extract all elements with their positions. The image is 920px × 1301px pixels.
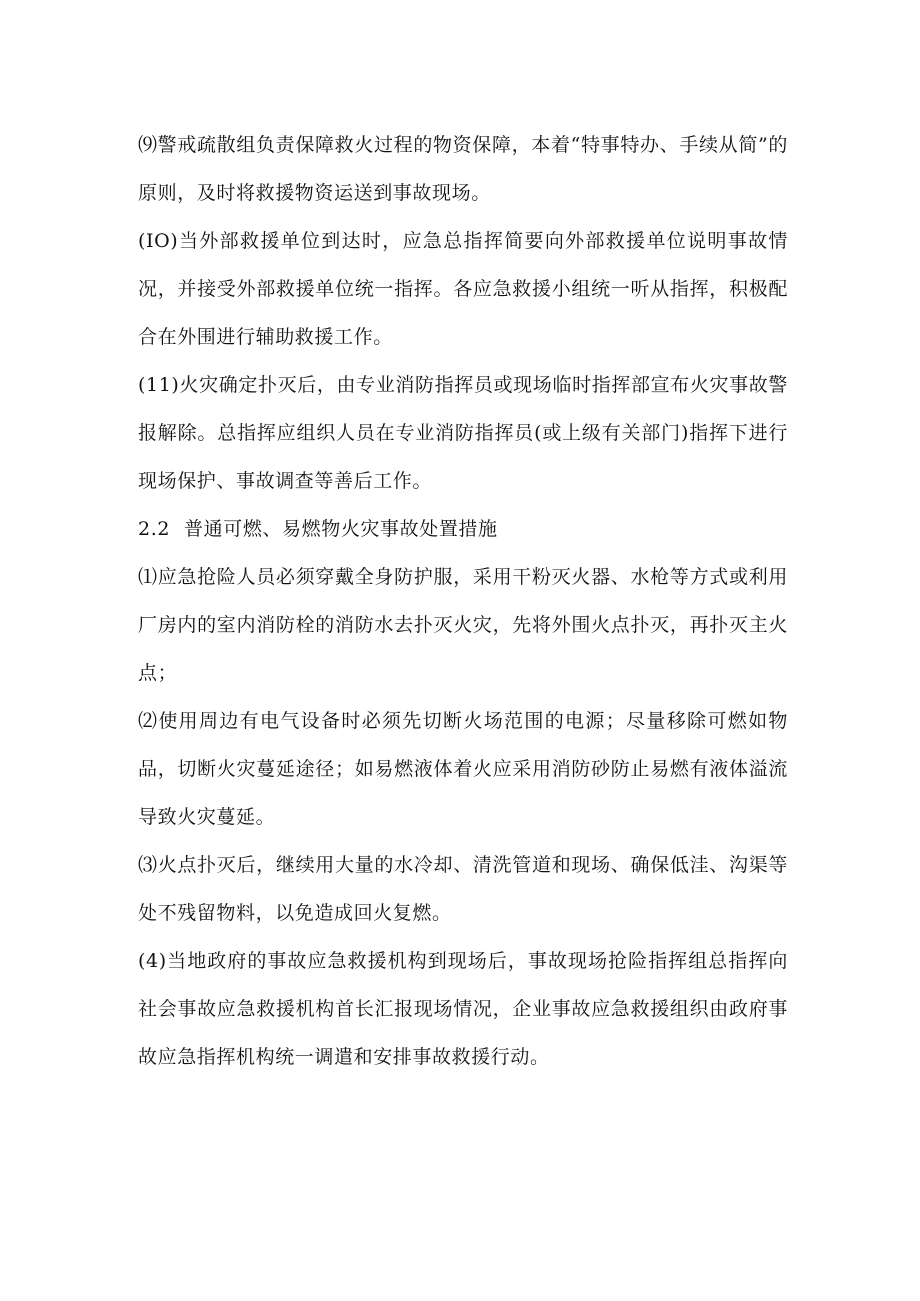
paragraph-item-9: ⑼警戒疏散组负责保障救火过程的物资保障，本着“特事特办、手续从简”的原则，及时将救援物资运送到事故现场。 xyxy=(138,134,788,204)
measure-item-3: ⑶火点扑灭后，继续用大量的水冷却、清洗管道和现场、确保低洼、沟渠等处不残留物料，以免造成回火复燃。 xyxy=(138,854,788,924)
paragraph-item-11: (11)火灾确定扑灭后，由专业消防指挥员或现场临时指挥部宣布火灾事故警报解除。总指挥应组织人员在专业消防指挥员(或上级有关部门)指挥下进行现场保护、事故调查等善后工作。 xyxy=(138,374,788,492)
measure-item-1: ⑴应急抢险人员必须穿戴全身防护服，采用干粉灭火器、水枪等方式或利用厂房内的室内消防栓的消防水去扑灭火灾，先将外围火点扑灭，再扑灭主火点； xyxy=(138,566,788,684)
section-number: 2.2 xyxy=(138,518,171,540)
measure-item-2: ⑵使用周边有电气设备时必须先切断火场范围的电源；尽量移除可燃如物品，切断火灾蔓延途径；如易燃液体着火应采用消防砂防止易燃有液体溢流导致火灾蔓延。 xyxy=(138,710,788,828)
document-body xyxy=(138,121,788,1081)
measure-item-4: (4)当地政府的事故应急救援机构到现场后，事故现场抢险指挥组总指挥向社会事故应急救援机构首长汇报现场情况，企业事故应急救援组织由政府事故应急指挥机构统一调遣和安排事故救援行动。 xyxy=(138,950,788,1068)
section-title: 普通可燃、易燃物火灾事故处置措施 xyxy=(184,518,498,540)
paragraph-item-10: (IO)当外部救援单位到达时，应急总指挥简要向外部救援单位说明事故情况，并接受外部救援单位统一指挥。各应急救援小组统一听从指挥，积极配合在外围进行辅助救援工作。 xyxy=(138,230,788,348)
section-heading xyxy=(138,505,788,553)
